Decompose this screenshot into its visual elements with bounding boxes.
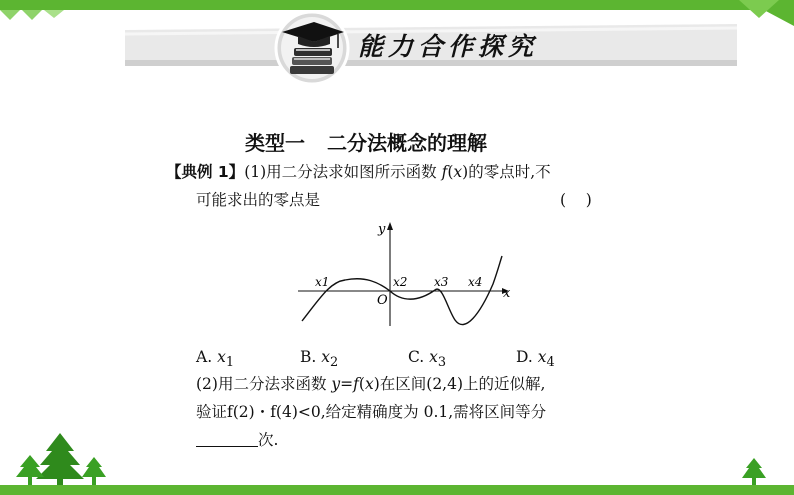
q1-paren: (: [447, 163, 454, 181]
x1-label: x1: [315, 275, 330, 289]
x-axis-label: x: [503, 286, 511, 301]
option-b-var: x: [321, 348, 331, 366]
q1-func: f: [441, 163, 448, 181]
q2-paren: (: [358, 375, 365, 393]
x2-label: x2: [393, 275, 408, 289]
option-a-var: x: [217, 348, 226, 366]
top-left-triangles-decoration: [0, 0, 120, 22]
q2-suffix: 次.: [258, 431, 279, 449]
function-graph: [290, 218, 520, 330]
example-q1-line2: 可能求出的零点是: [196, 191, 321, 209]
example-tag: 【典例 1】: [166, 163, 245, 181]
section-topic-label: 二分法概念的理解: [327, 131, 487, 155]
option-b[interactable]: [300, 346, 338, 374]
option-b-letter: B.: [300, 348, 317, 366]
q1-var: x: [453, 163, 463, 181]
answer-blank[interactable]: [196, 430, 258, 447]
option-c-letter: C.: [408, 348, 425, 366]
section-type-label: 类型一: [245, 131, 305, 155]
graduation-cap-books-icon: [272, 10, 352, 90]
origin-label: O: [377, 293, 388, 308]
q2-line3: [196, 429, 278, 451]
x4-label: x4: [468, 275, 483, 289]
tree-icon: [738, 458, 770, 488]
y-axis-label: y: [378, 222, 386, 237]
option-a[interactable]: [196, 346, 234, 374]
top-right-triangle-decoration: [734, 0, 794, 26]
section-title: [245, 129, 565, 157]
option-b-sub: 2: [330, 355, 339, 371]
option-c-sub: 3: [437, 355, 447, 371]
q2-eq: =: [340, 375, 354, 393]
q2-line1: [196, 373, 545, 395]
answer-parentheses: ( ): [560, 191, 592, 209]
option-c[interactable]: [408, 346, 446, 374]
y-axis-arrow: [387, 222, 393, 230]
option-d-sub: 4: [546, 355, 555, 371]
header-title: 能力合作探究: [358, 32, 539, 61]
q1-text-a: (1)用二分法求如图所示函数: [244, 163, 442, 181]
q2-text-a: (2)用二分法求函数: [196, 375, 332, 393]
option-d-letter: D.: [516, 348, 533, 366]
option-a-sub: 1: [225, 355, 235, 371]
function-curve: [302, 256, 502, 325]
q2-y: y: [331, 375, 341, 393]
q2-f: f: [353, 375, 359, 393]
example-q1-line1: [166, 161, 551, 183]
q2-line2: 验证f(2)・f(4)<0,给定精确度为 0.1,需将区间等分: [196, 403, 547, 421]
option-d[interactable]: [516, 346, 555, 374]
option-c-var: x: [429, 348, 438, 366]
q2-text-b: )在区间(2,4)上的近似解,: [373, 375, 546, 393]
x3-label: x3: [434, 275, 449, 289]
tree-cluster-icon: [10, 433, 110, 488]
q1-text-b: )的零点时,不: [462, 163, 551, 181]
bottom-green-bar: [0, 485, 794, 495]
option-d-var: x: [537, 348, 547, 366]
q2-x: x: [364, 375, 374, 393]
option-a-letter: A.: [196, 348, 213, 366]
